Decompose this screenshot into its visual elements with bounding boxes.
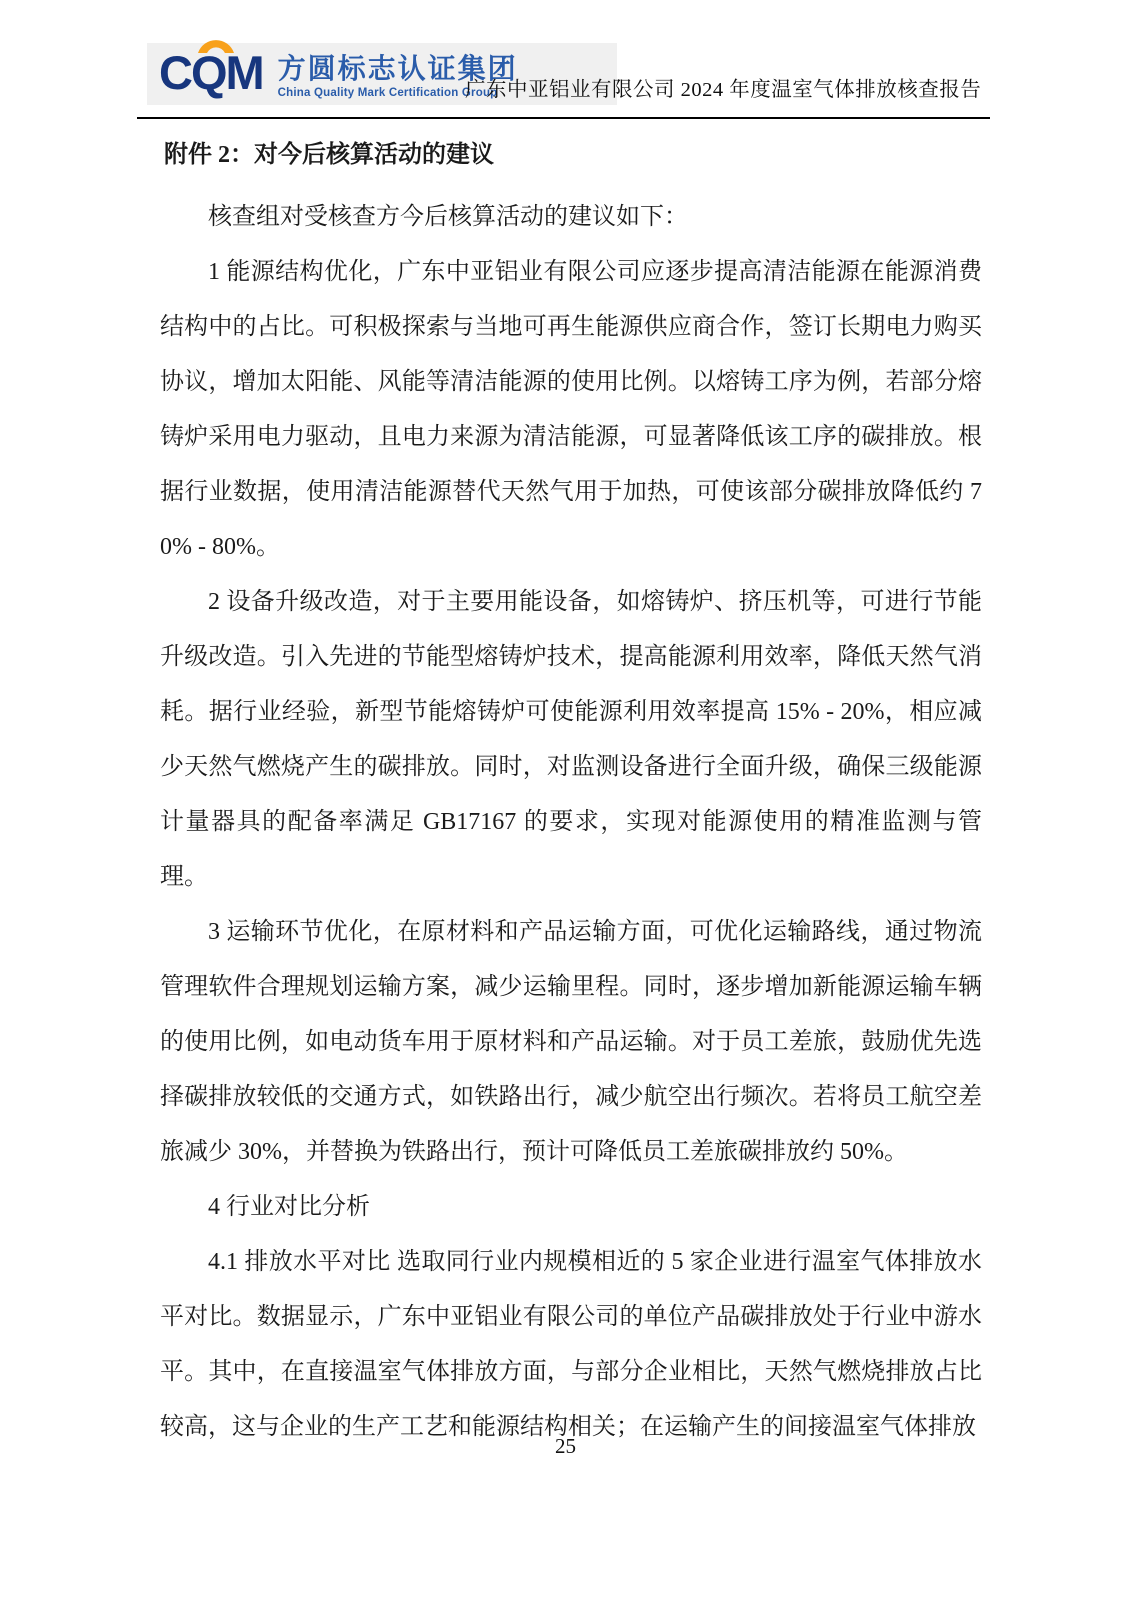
orange-arc-icon bbox=[195, 36, 237, 53]
page-header bbox=[147, 43, 990, 107]
paragraph-4-industry-comparison-heading: 4 行业对比分析 bbox=[208, 1194, 370, 1220]
paragraph-intro: 核查组对受核查方今后核算活动的建议如下： bbox=[208, 204, 688, 230]
paragraph-2-equipment-upgrade: 2 设备升级改造，对于主要用能设备，如熔铸炉、挤压机等，可进行节能升级改造。引入先进的节能型熔铸炉技术，提高能源利用效率，降低天然气消耗。据行业经验，新型节能熔铸炉可使能源利用效率提高 15% - 20%，相应减少天然气燃烧产生的碳排放。同时，对监测设备进行全面升级，确保三级能源计量器具的配备率满足 GB17167 的要求，实现对能源使用的精准监测与管理。 bbox=[160, 589, 982, 890]
cqm-logo bbox=[159, 45, 518, 101]
logo-chinese-name: 方圆标志认证集团 bbox=[277, 53, 518, 84]
paragraph-3-transport-optimization: 3 运输环节优化，在原材料和产品运输方面，可优化运输路线，通过物流管理软件合理规划运输方案，减少运输里程。同时，逐步增加新能源运输车辆的使用比例，如电动货车用于原材料和产品运输。对于员工差旅，鼓励优先选择碳排放较低的交通方式，如铁路出行，减少航空出行频次。若将员工航空差旅减少 30%，并替换为铁路出行，预计可降低员工差旅碳排放约 50%。 bbox=[160, 919, 982, 1165]
logo-english-name: China Quality Mark Certification Group bbox=[277, 87, 498, 99]
paragraph-1-energy-structure: 1 能源结构优化，广东中亚铝业有限公司应逐步提高清洁能源在能源消费结构中的占比。可积极探索与当地可再生能源供应商合作，签订长期电力购买协议，增加太阳能、风能等清洁能源的使用比例。以熔铸工序为例，若部分熔铸炉采用电力驱动，且电力来源为清洁能源，可显著降低该工序的碳排放。根据行业数据，使用清洁能源替代天然气用于加热，可使该部分碳排放降低约 70% - 80%。 bbox=[160, 259, 982, 560]
document-body bbox=[160, 140, 982, 1455]
paragraph-4-1-emission-level-comparison: 4.1 排放水平对比 选取同行业内规模相近的 5 家企业进行温室气体排放水平对比。数据显示，广东中亚铝业有限公司的单位产品碳排放处于行业中游水平。其中，在直接温室气体排放方面，与部分企业相比，天然气燃烧排放占比较高，这与企业的生产工艺和能源结构相关；在运输产生的间接温室气体排放 bbox=[160, 1249, 982, 1440]
page-number: 25 bbox=[555, 1434, 576, 1458]
body-text bbox=[160, 190, 982, 1455]
section-title: 附件 2：对今后核算活动的建议 bbox=[164, 142, 494, 168]
header-divider-line bbox=[137, 117, 990, 119]
report-header-title: 广东中亚铝业有限公司 2024 年度温室气体排放核查报告 bbox=[465, 79, 982, 101]
cqm-acronym: CQM bbox=[159, 46, 263, 99]
cqm-acronym-wrap bbox=[159, 45, 263, 101]
